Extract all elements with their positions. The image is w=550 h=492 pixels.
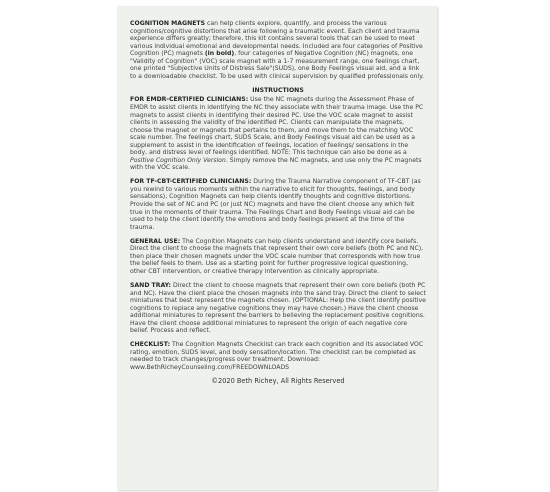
sand-tray-text: Direct the client to choose magnets that represent their own core beliefs (both PC and NC). Have the client place the chosen magnets into the sand tray. Direct the client to select miniatures that best represent the magnets chosen. (OPTIONAL: Help the client identify positive cognitions to replace any negative cognitions they may have chosen.) Have the client choose additional miniatures to represent the barriers to believing the replacement positive cognitions. Have the client choose additional miniatures to represent the origin of each negative core belief. Process and reflect. bbox=[130, 281, 426, 335]
emdr-heading: FOR EMDR-CERTIFIED CLINICIANS: bbox=[130, 96, 249, 104]
intro-text-1: can help clients explore, quantify, and process the various cognitions/cognitive distortions that arise following a traumatic event. Each client and trauma experience differs greatly; therefore, this kit contains several tools that can be used to meet various individual emotional and developmental needs. Included are four categories of Positive Cognition (PC) magnets bbox=[130, 20, 423, 58]
general-use-text: The Cognition Magnets can help clients understand and identify core beliefs. Direct the client to choose the magnets that represent their own core beliefs (both PC and NC), then place their chosen magnets under the VOC scale number that corresponds with how true the belief feels to them. Use as a starting point for further progressive logical questioning, other CBT intervention, or creative therapy intervention as clinically appropriate. bbox=[130, 237, 424, 275]
intro-text-2: , four categories of Negative Cognition (NC) magnets, one "Validity of Cognition" (VOC) scale magnet with a 1-7 measurement range, one feelings chart, one printed "Subjective Units of Distress Sale"(SUDS), one Body Feelings visual aid, and a link to a downloadable checklist. To be used with clinical supervision by qualified professionals only. bbox=[130, 50, 424, 80]
emdr-text-1: Use the NC magnets during the Assessment Phase of EMDR to assist clients in identifying the NC they associate with their trauma image. Use the PC magnets to assist clients in identifying their desired PC. Use the VOC scale magnet to assist clients in assessing the validity of the identified PC. Clients can manipulate the magnets, choose the magnet or magnets that pertains to them, and move them to the matching VOC scale number. The feelings chart, SUDS Scale, and Body Feelings visual aid can be used as a supplement to assist in the identification of feelings, location of feelings/ sensations in the body, and distress level of feelings identified. NOTE: This technique can also be done as a bbox=[130, 96, 424, 157]
intro-paragraph bbox=[130, 20, 426, 80]
instructions-title: INSTRUCTIONS bbox=[252, 86, 304, 94]
checklist-section bbox=[130, 341, 426, 371]
general-use-heading: GENERAL USE: bbox=[130, 237, 181, 245]
sand-tray-heading: SAND TRAY: bbox=[130, 281, 171, 289]
intro-lead: COGNITION MAGNETS bbox=[130, 20, 206, 27]
intro-bold-note: (in bold) bbox=[204, 50, 235, 58]
checklist-heading: CHECKLIST: bbox=[130, 341, 171, 349]
tfcbt-heading: FOR TF-CBT-CERTIFIED CLINICIANS: bbox=[130, 178, 252, 186]
checklist-text: The Cognition Magnets Checklist can track each cognition and its associated VOC rating, emotion, SUDS level, and body sensation/location. The checklist can be completed as needed to track changes/progress over treatment. Download: www.BethRicheyCounseling.com/FREEDOWNLOADS bbox=[130, 341, 424, 371]
copyright-notice: ©2020 Beth Richey, All Rights Reserved bbox=[211, 376, 345, 385]
sand-tray-section bbox=[130, 282, 426, 335]
general-use-section bbox=[130, 238, 426, 276]
tfcbt-section bbox=[130, 178, 426, 231]
tfcbt-text: During the Trauma Narrative component of TF-CBT (as you rewind to various moments within the narrative to elicit for thoughts, feelings, and body sensations), Cognition Magnets can help clients identify thoughts and cognitive distortions. Provide the set of NC and PC (or just NC) magnets and have the client choose any which felt true in the moments of their trauma. The Feelings Chart and Body Feelings visual aid can be used to help the client identify the emotions and body feelings present at the time of the trauma. bbox=[130, 178, 421, 231]
instruction-card bbox=[117, 6, 437, 490]
emdr-italic: Positive Cognition Only Version bbox=[130, 156, 226, 164]
emdr-section bbox=[130, 96, 426, 171]
emdr-text-2: . Simply remove the NC magnets, and use only the PC magnets with the VOC scale. bbox=[130, 156, 422, 172]
